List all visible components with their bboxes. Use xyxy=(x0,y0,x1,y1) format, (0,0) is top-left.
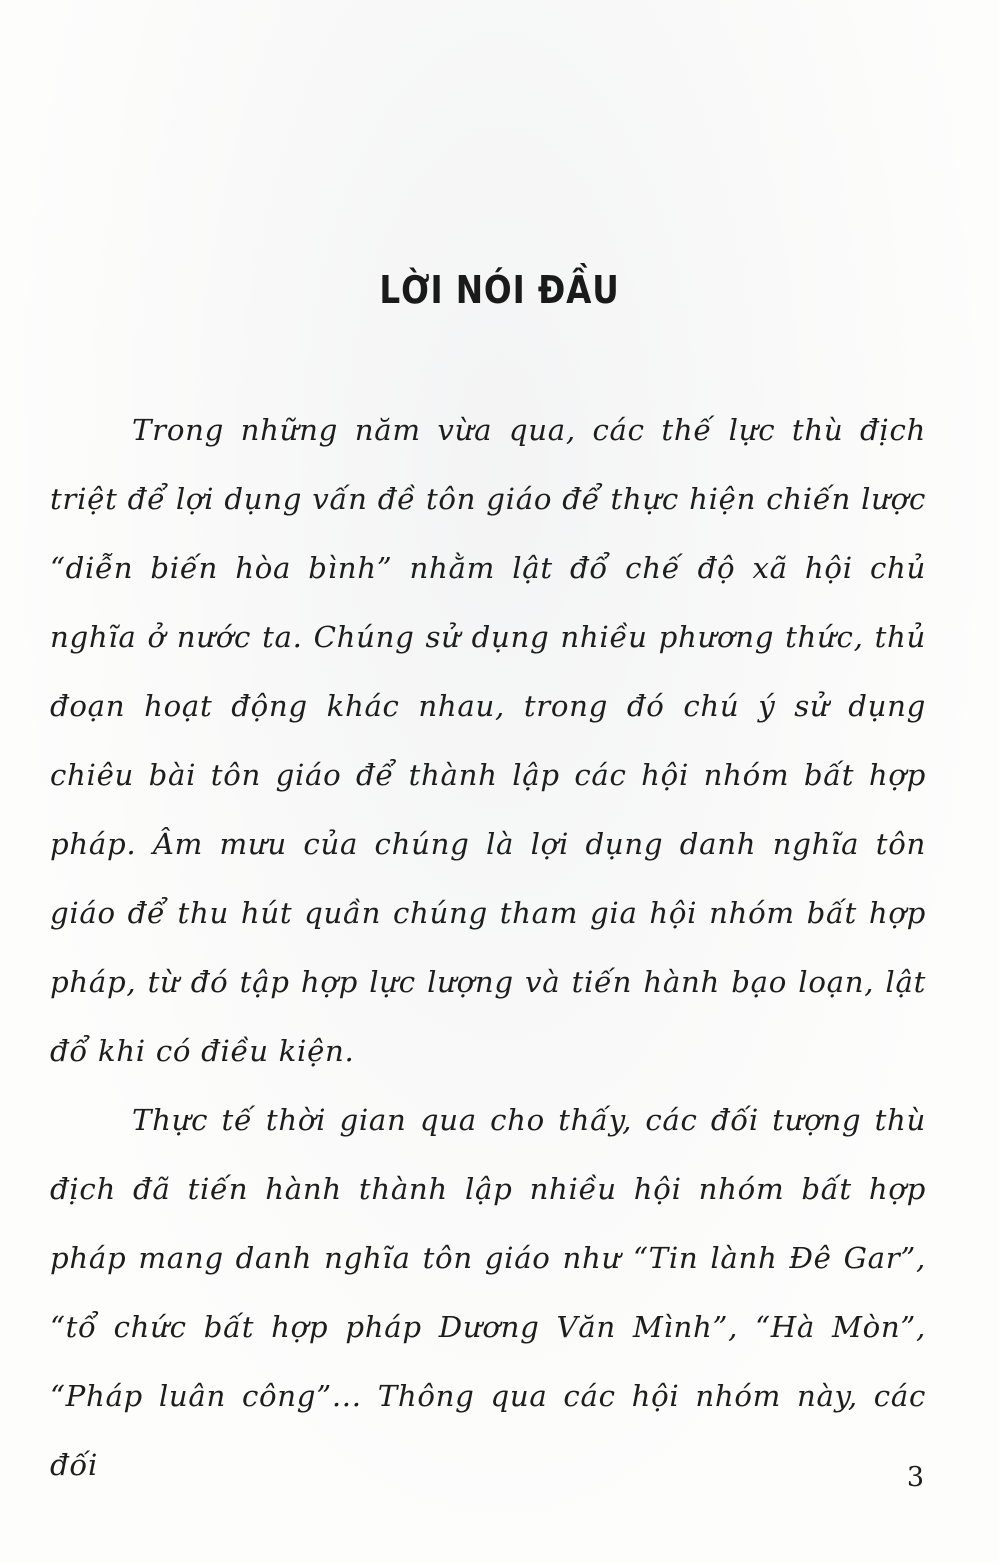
paragraph-1: Trong những năm vừa qua, các thế lực thù địch triệt để lợi dụng vấn đề tôn giáo để thực hiện chiến lược “diễn biến hòa bình” nhằm lật đổ chế độ xã hội chủ nghĩa ở nước ta. Chúng sử dụng nhiều phương thức, thủ đoạn hoạt động khác nhau, trong đó chú ý sử dụng chiêu bài tôn giáo để thành lập các hội nhóm bất hợp pháp. Âm mưu của chúng là lợi dụng danh nghĩa tôn giáo để thu hút quần chúng tham gia hội nhóm bất hợp pháp, từ đó tập hợp lực lượng và tiến hành bạo loạn, lật đổ khi có điều kiện. xyxy=(50,413,926,1068)
page-title: LỜI NÓI ĐẦU xyxy=(379,268,620,312)
body-text xyxy=(50,396,926,1500)
page-number: 3 xyxy=(906,1462,924,1493)
paragraph-2: Thực tế thời gian qua cho thấy, các đối tượng thù địch đã tiến hành thành lập nhiều hội nhóm bất hợp pháp mang danh nghĩa tôn giáo như “Tin lành Đê Gar”, “tổ chức bất hợp pháp Dương Văn Mình”, “Hà Mòn”, “Pháp luân công”... Thông qua các hội nhóm này, các đối xyxy=(50,1103,926,1482)
